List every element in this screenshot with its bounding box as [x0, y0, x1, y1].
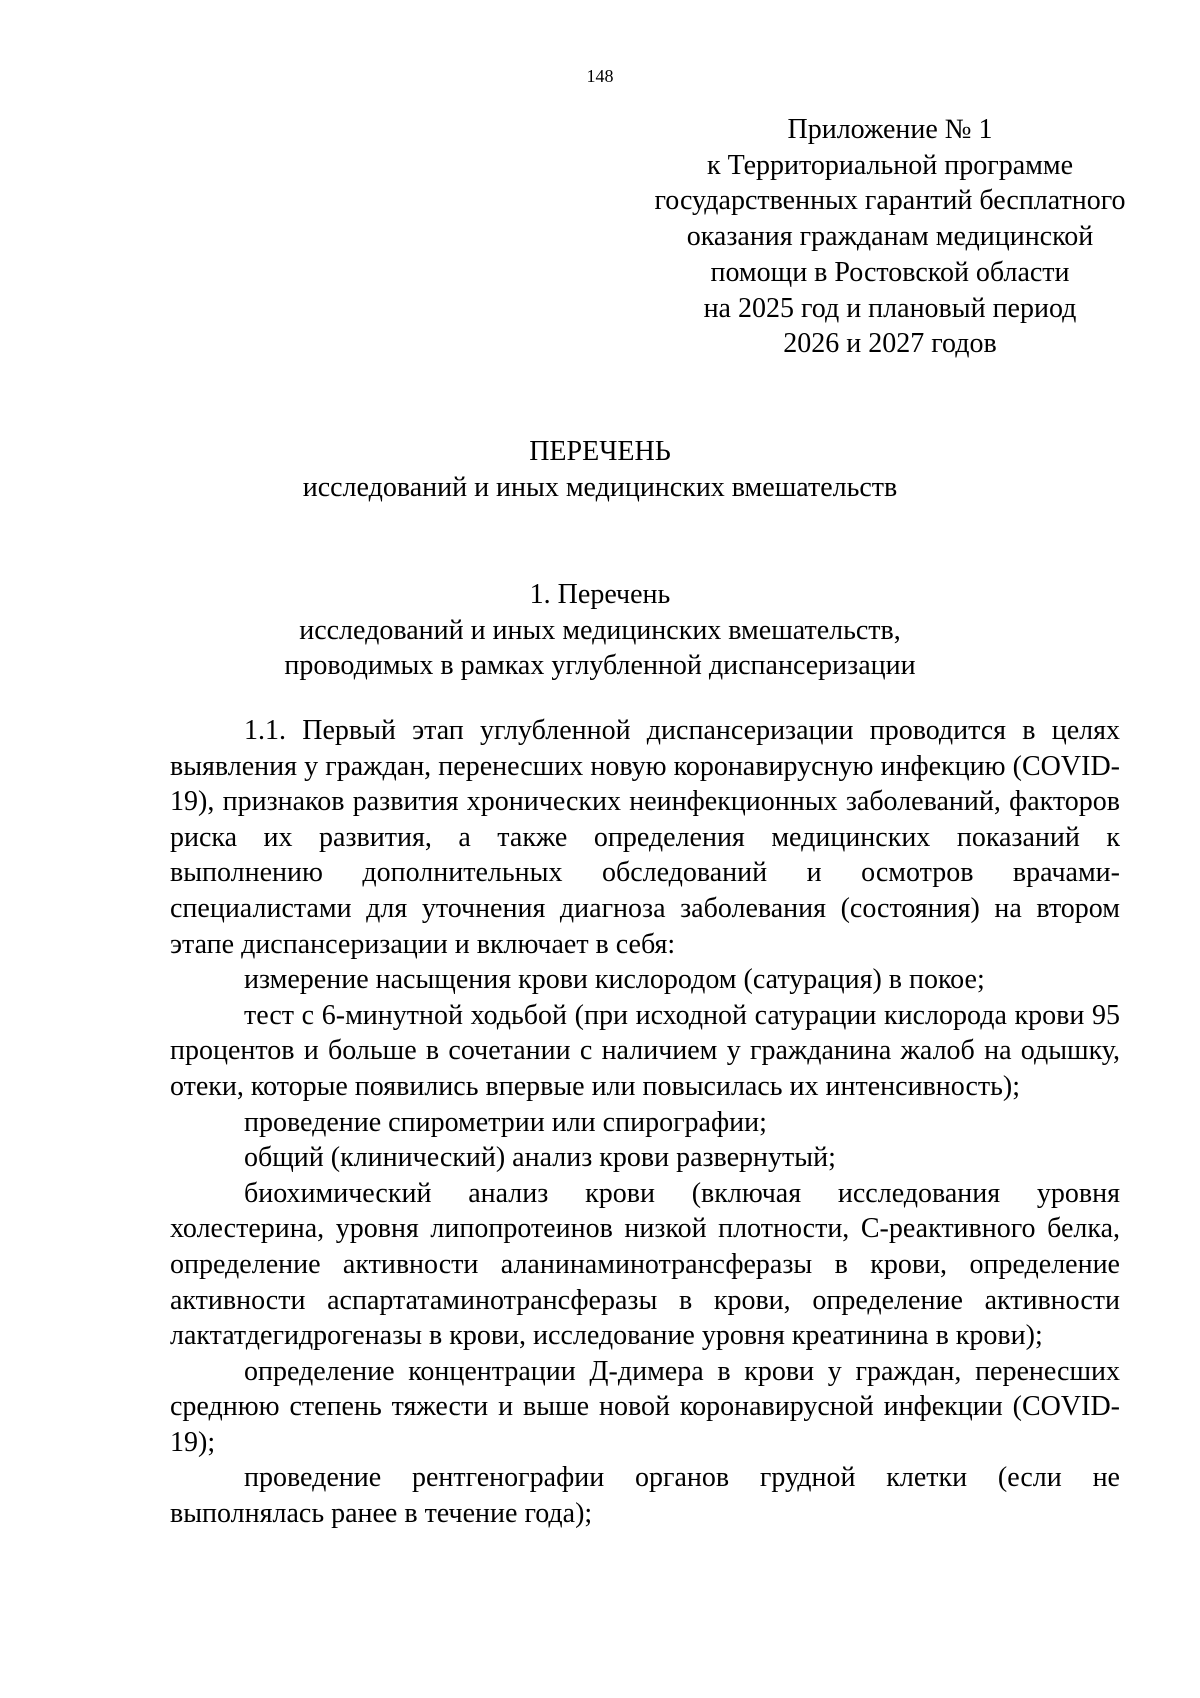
appendix-line: к Территориальной программе [706, 149, 1074, 181]
appendix-line: помощи в Ростовской области [710, 256, 1070, 288]
appendix-header [645, 112, 1135, 362]
appendix-line: оказания гражданам медицинской [686, 221, 1094, 253]
appendix-line: государственных гарантий бесплатного [654, 185, 1126, 217]
appendix-line: на 2025 год и плановый период [703, 292, 1077, 324]
document-title [0, 434, 1200, 505]
list-item: биохимический анализ крови (включая исследования уровня холестерина, уровня липопротеинов низкой плотности, С-реактивного белка, определение активности аланинаминотрансферазы в крови, определение активности аспартатаминотрансферазы в крови, определение активности лактатдегидрогеназы в крови, исследование уровня креатинина в крови); [170, 1177, 1120, 1352]
paragraph: 1.1. Первый этап углубленной диспансеризации проводится в целях выявления у граждан, перенесших новую коронавирусную инфекцию (COVID-19), признаков развития хронических неинфекционных заболеваний, факторов риска их развития, а также определения медицинских показаний к выполнению дополнительных обследований и осмотров врачами-специалистами для уточнения диагноза заболевания (состояния) на втором этапе диспансеризации и включает в себя: [170, 715, 1120, 960]
list-item: проведение спирометрии или спирографии; [244, 1106, 767, 1138]
section-heading-line: 1. Перечень [529, 579, 671, 610]
list-item: измерение насыщения крови кислородом (сатурация) в покое; [244, 964, 985, 996]
list-item: проведение рентгенографии органов грудной клетки (если не выполнялась ранее в течение года); [170, 1462, 1120, 1530]
title-main: ПЕРЕЧЕНЬ [529, 436, 671, 467]
title-subtitle: исследований и иных медицинских вмешательств [302, 471, 898, 503]
section-heading [0, 577, 1200, 684]
page-number: 148 [586, 66, 614, 86]
list-item: определение концентрации Д-димера в крови у граждан, перенесших среднюю степень тяжести и выше новой коронавирусной инфекции (COVID-19); [170, 1355, 1120, 1458]
section-heading-line: исследований и иных медицинских вмешательств, [299, 614, 901, 646]
section-heading-line: проводимых в рамках углубленной диспансеризации [284, 650, 916, 681]
appendix-line: 2026 и 2027 годов [783, 328, 997, 360]
body-text [170, 713, 1120, 1532]
list-item: тест с 6-минутной ходьбой (при исходной сатурации кислорода крови 95 процентов и больше в сочетании с наличием у гражданина жалоб на одышку, отеки, которые появились впервые или повысилась их интенсивность); [170, 999, 1120, 1102]
appendix-line: Приложение № 1 [787, 114, 993, 145]
list-item: общий (клинический) анализ крови развернутый; [244, 1142, 836, 1174]
